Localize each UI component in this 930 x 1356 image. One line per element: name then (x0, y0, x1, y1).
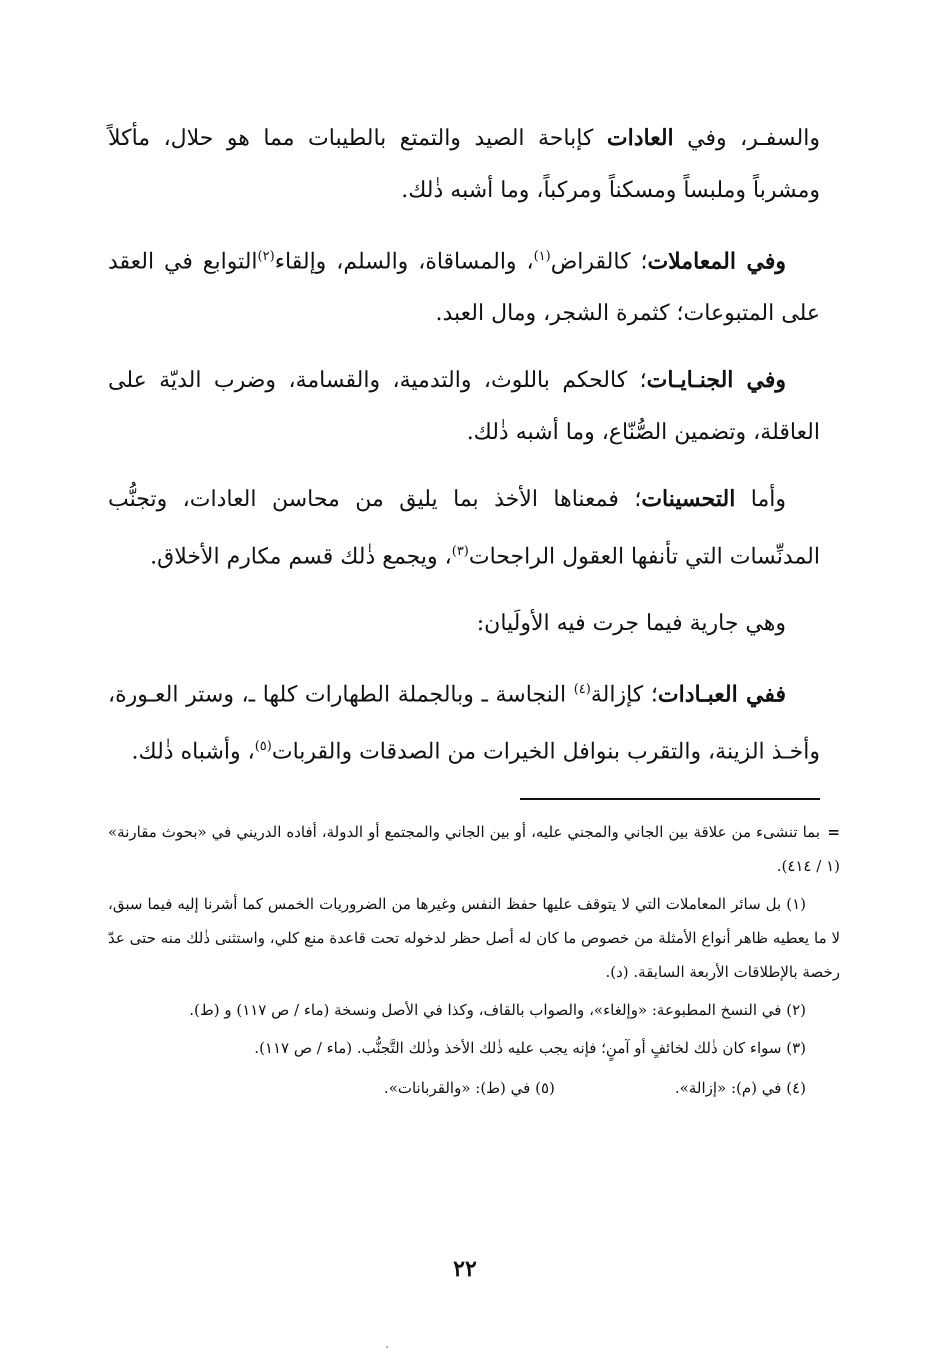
heading-customs: العادات (606, 125, 674, 151)
footnote-continuation-text: بما تنشىء من علاقة بين الجاني والمجني عليه، أو بين الجاني والمجتمع أو الدولة، أفاده الدريني في «بحوث مقارنة» (١ / ٤١٤). (108, 823, 840, 875)
footnote-3: (٣) سواء كان ذٰلك لخائفٍ أو آمنٍ؛ فإنه يجب عليه ذٰلك الأخذ وذٰلك التَّجنُّب. (ماء / ص ١١٧). (254, 1039, 806, 1057)
paragraph-6-text-b: النجاسة ـ وبالجملة الطهارات كلها ـ، وستر العـورة، وأخـذ الزينة، والتقرب بنوافل الخيرات من الصدقات والقربات (108, 681, 820, 765)
paragraph-1-text-b: كإباحة الصيد والتمتع بالطيبات مما هو حلال، مأكلاً ومشرباً وملبساً ومسكناً ومركباً، وما أشبه ذٰلك. (108, 126, 820, 203)
footnote-ref-3: (٣) (451, 544, 469, 560)
paragraph-2-text-b: ، والمساقاة، والسلم، وإلقاء (274, 249, 534, 275)
paragraph-3 (108, 354, 820, 459)
paragraph-6-text-a: ؛ كإزالة (590, 681, 658, 707)
footnote-ref-1: (١) (533, 249, 551, 264)
main-text (108, 112, 820, 792)
heading-transactions: وفي المعاملات (647, 248, 786, 275)
footnote-ref-2: (٢) (257, 249, 275, 264)
footnote-separator (520, 798, 820, 800)
paragraph-3-text: ؛ كالحكم باللوث، والتدمية، والقسامة، وضرب الديّة على العاقلة، وتضمين الصُّنّاع، وما أشبه ذٰلك. (108, 368, 820, 446)
paragraph-2 (108, 231, 820, 340)
heading-crimes: وفي الجنـايـات (646, 367, 786, 394)
paragraph-2-text-a: ؛ كالقراض (550, 249, 648, 275)
paragraph-4-text-b: ؛ فمعناها الأخذ بما يليق من محاسن العادات، وتجنُّب المدنِّسات التي تأنفها العقول الراجحات (108, 487, 820, 570)
paragraph-6 (108, 664, 820, 779)
paragraph-6-text-c: ، وأشباه ذٰلك. (131, 739, 255, 765)
heading-worship: ففي العبـادات (657, 680, 786, 707)
footnote-5: (٥) في (ط): «والقربانات». (383, 1079, 555, 1097)
footnote-continuation (108, 815, 840, 883)
footnote-1: (١) بل سائر المعاملات التي لا يتوقف عليها حفظ النفس وغيرها من الضروريات الخمس كما أشرنا إليه فيما سبق، لا ما يعطيه ظاهر أنواع الأمثلة من خصوص ما كان له أصل حظر لدخوله تحت قاعدة منع كلي، واستثنى ذٰلك منه حتى عدّ رخصة بالإطلاقات الأربعة السابقة. (د). (108, 895, 840, 981)
paragraph-1 (108, 112, 820, 217)
page-number: ٢٢ (453, 1256, 477, 1282)
footnote-ref-4: (٤) (573, 681, 591, 697)
footnotes (108, 815, 840, 1105)
scan-speck (386, 1346, 388, 1348)
paragraph-4-text-a: وأما (735, 487, 787, 513)
footnote-row-4-5 (108, 1071, 840, 1105)
heading-improvements: التحسينات (641, 486, 736, 513)
footnote-ref-5: (٥) (254, 738, 272, 754)
paragraph-1-text-a: والسفـر، وفي (673, 126, 820, 151)
footnote-4: (٤) في (م): «إزالة». (674, 1079, 806, 1097)
continuation-mark: = (827, 823, 840, 841)
paragraph-2-text-c: التوابع في العقد على المتبوعات؛ كثمرة الشجر، ومال العبد. (108, 249, 820, 327)
paragraph-4 (108, 473, 820, 583)
paragraph-4-text-c: ، ويجمع ذٰلك قسم مكارم الأخلاق. (150, 544, 452, 570)
paragraph-5: وهي جارية فيما جرت فيه الأولَيان: (476, 610, 786, 636)
footnote-2: (٢) في النسخ المطبوعة: «وإلغاء»، والصواب بالقاف، وكذا في الأصل ونسخة (ماء / ص ١١٧) و (ط). (189, 1001, 806, 1019)
